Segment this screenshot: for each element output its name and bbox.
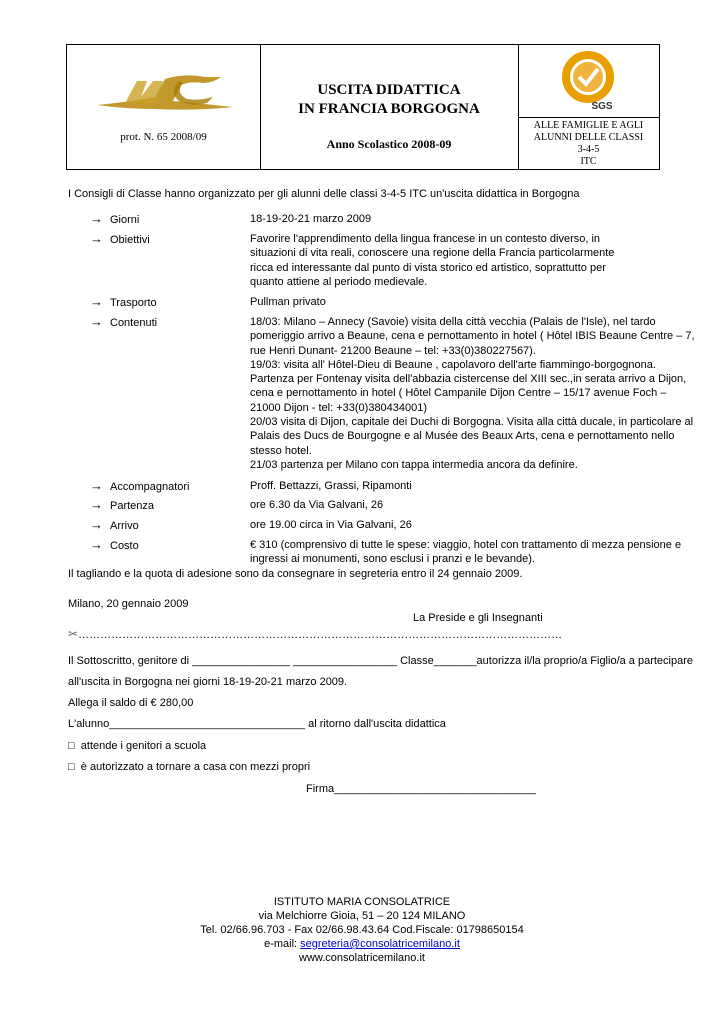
item-value-line: ore 6.30 da Via Galvani, 26 [250, 499, 384, 511]
form-line-4: L'alunno________________________________ al ritorno dall'uscita didattica [68, 718, 446, 730]
item-label-text: Giorni [110, 214, 140, 226]
arrow-icon: → [90, 478, 103, 493]
sgs-label: SGS [591, 101, 613, 111]
item-value-line: 18-19-20-21 marzo 2009 [250, 213, 372, 225]
item-value-line: Proff. Bettazzi, Grassi, Ripamonti [250, 480, 412, 492]
date-place: Milano, 20 gennaio 2009 [68, 598, 189, 610]
item-label [90, 315, 157, 330]
recipients-line: 3-4-5 [577, 144, 600, 155]
arrow-icon: → [90, 537, 103, 552]
item-value-line: ore 19.00 circa in Via Galvani, 26 [250, 519, 412, 531]
item-value-line: quanto attiene al periodo medievale. [250, 275, 428, 288]
deadline-text: Il tagliando e la quota di adesione sono da consegnare in segreteria entro il 24 gennaio 2009. [68, 568, 523, 580]
item-value-line: 20/03 visita di Dijon, capitale dei Duchi di Borgogna. Visita alla città ducale, in particolare al [250, 416, 694, 429]
dotted-line: …………………………………………………………………………………………………………………… [78, 629, 563, 641]
item-label-text: Obiettivi [110, 234, 150, 246]
item-value-line: Palais des Ducs de Bourgogne e al Musée des Beaux Arts, cena e pernottamento nello [250, 430, 675, 443]
arrow-icon: → [90, 497, 103, 512]
checkbox-icon[interactable]: □ [68, 740, 75, 752]
document-title [260, 81, 518, 119]
item-label-text: Partenza [110, 500, 155, 512]
item-label [90, 518, 139, 533]
item-value [250, 518, 660, 532]
form-line-1: Il Sottoscritto, genitore di ________________ _________________ Classe_______autorizza il/la proprio/a Figlio/a a partecipare [68, 655, 694, 667]
item-value-line: situazioni di vita reali, conoscere una regione della Francia particolarmente [250, 247, 615, 260]
arrow-icon: → [90, 211, 103, 226]
item-value-line: ingressi ai monumenti, sono esclusi i pranzi e le bevande). [250, 553, 535, 566]
item-value [250, 295, 660, 309]
recipients-box [518, 117, 659, 169]
sgs-certification-logo [558, 51, 620, 111]
header-table [66, 44, 660, 170]
arrow-icon: → [90, 517, 103, 532]
recipients-line: ITC [580, 156, 597, 167]
footer-institute: ISTITUTO MARIA CONSOLATRICE [273, 896, 451, 908]
footer-website: www.consolatricemilano.it [299, 952, 425, 964]
form-line-3: Allega il saldo di € 280,00 [68, 697, 194, 709]
item-label [90, 212, 139, 227]
option-go-home-alone[interactable] [68, 760, 310, 774]
item-label-text: Costo [110, 540, 139, 552]
arrow-icon: → [90, 231, 103, 246]
item-value-line: Favorire l'apprendimento della lingua francese in un contesto diverso, in [250, 233, 601, 245]
email-link[interactable]: segreteria@consolatricemilano.it [300, 938, 460, 950]
recipients-line: ALLE FAMIGLIE E AGLI [533, 120, 644, 131]
item-label [90, 232, 150, 247]
item-value-line: pomeriggio arrivo a Beaune, cena e pernottamento in hotel ( Hôtel IBIS Beaune Centre – 7, [250, 330, 695, 343]
recipients-text [518, 118, 659, 168]
header-logo-cell [67, 45, 261, 169]
item-value [250, 479, 660, 493]
item-value-line: 18/03: Milano – Annecy (Savoie) visita della città vecchia (Palais de l'Isle), nel tardo [250, 316, 656, 328]
footer-email-line [0, 937, 724, 951]
checkbox-icon[interactable]: □ [68, 761, 75, 773]
item-value-line: cena e pernottamento in hotel ( Hôtel Campanile Dijon Centre – 15/17 avenue Foch – [250, 387, 667, 400]
cut-line [68, 627, 562, 642]
item-value-line: 19/03: visita all' Hôtel-Dieu di Beaune , capolavoro dell'arte fiammingo-borgognona. [250, 358, 656, 371]
option-label: è autorizzato a tornare a casa con mezzi propri [80, 761, 311, 773]
item-label [90, 498, 154, 513]
item-value [250, 498, 660, 512]
item-value [250, 212, 660, 226]
item-label [90, 295, 157, 310]
item-label [90, 479, 190, 494]
arrow-icon: → [90, 314, 103, 329]
option-label: attende i genitori a scuola [80, 740, 207, 752]
item-value-line: 21/03 partenza per Milano con tappa intermedia ancora da definire. [250, 458, 578, 471]
header-title-cell [260, 45, 519, 169]
form-line-2: all'uscita in Borgogna nei giorni 18-19-20-21 marzo 2009. [68, 676, 348, 688]
item-value [250, 232, 660, 289]
school-year: Anno Scolastico 2008-09 [326, 137, 452, 151]
item-label-text: Arrivo [110, 520, 139, 532]
footer-phone: Tel. 02/66.96.703 - Fax 02/66.98.43.64 Cod.Fiscale: 01798650154 [200, 924, 524, 936]
header-cert-cell [518, 45, 659, 169]
item-value-line: Partenza per Fontenay visita dell'abbazia cistercense del XIII sec.,in serata arrivo a Dijon, [250, 373, 687, 386]
item-value-line: ricca ed interessante dal punto di vista storico ed artistico, soprattutto per [250, 261, 606, 274]
arrow-icon: → [90, 294, 103, 309]
footer-address: via Melchiorre Gioia, 51 – 20 124 MILANO [258, 910, 466, 922]
email-prefix: e-mail: [264, 938, 301, 950]
item-label-text: Accompagnatori [110, 481, 190, 493]
title-line-1: USCITA DIDATTICA [317, 82, 461, 98]
recipients-line: ALUNNI DELLE CLASSI [533, 132, 644, 143]
item-label [90, 538, 139, 553]
item-value-line: 21000 Dijon - tel: +33(0)380434001) [250, 401, 428, 414]
intro-text: I Consigli di Classe hanno organizzato per gli alunni delle classi 3-4-5 ITC un'uscita didattica in Borgogna [68, 188, 580, 200]
item-value-line: stesso hotel. [250, 444, 312, 457]
scissors-icon: ✂ [68, 627, 79, 641]
protocol-number: prot. N. 65 2008/09 [120, 131, 207, 143]
item-value [250, 538, 682, 567]
item-label-text: Contenuti [110, 317, 158, 329]
imc-logo [95, 67, 235, 123]
item-value-line: € 310 (comprensivo di tutte le spese: viaggio, hotel con trattamento di mezza pensione e [250, 539, 682, 551]
item-label-text: Trasporto [110, 297, 157, 309]
title-line-2: IN FRANCIA BORGOGNA [298, 101, 480, 117]
item-value-line: Pullman privato [250, 296, 326, 308]
option-wait-parents[interactable] [68, 739, 206, 753]
item-value-line: rue Henri Dunant- 21200 Beaune – tel: +33(0)380227567). [250, 344, 536, 357]
item-value [250, 315, 695, 472]
signature-text: La Preside e gli Insegnanti [413, 612, 543, 624]
signature-field: Firma_________________________________ [306, 783, 536, 795]
